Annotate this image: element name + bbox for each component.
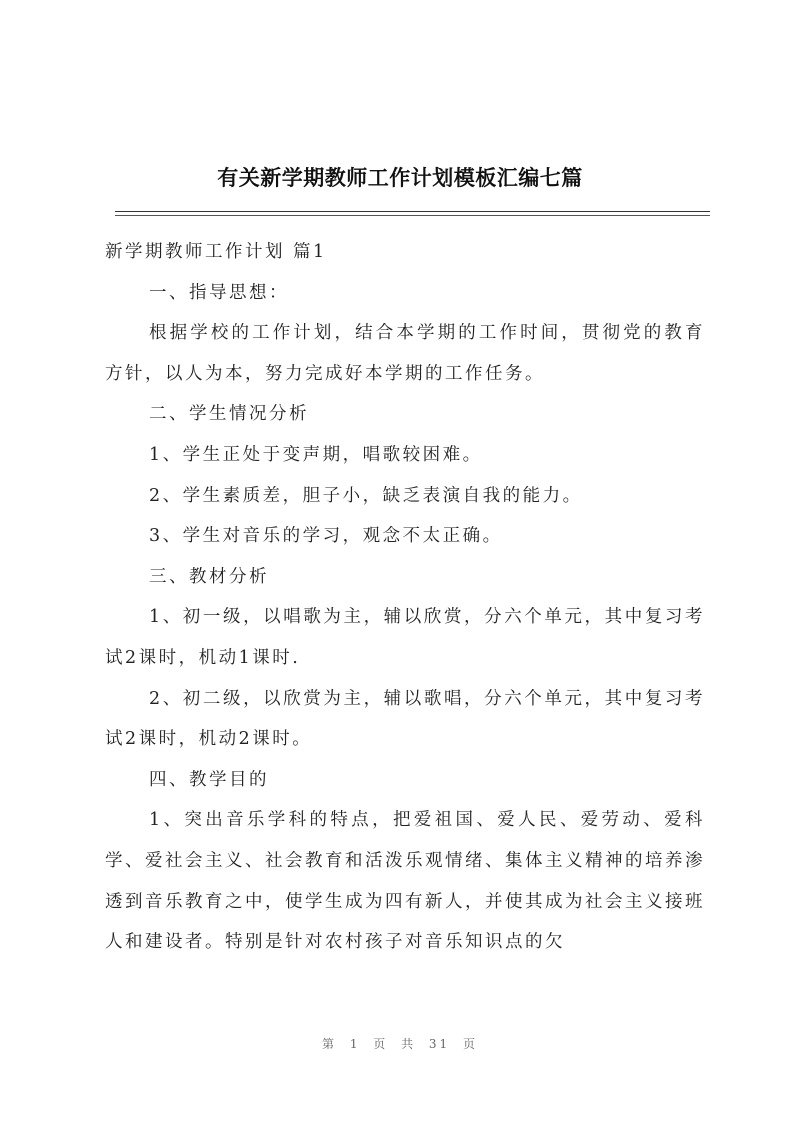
paragraph: 3、学生对音乐的学习，观念不太正确。	[149, 526, 503, 547]
title-divider	[115, 211, 710, 212]
paragraph: 二、学生情况分析	[149, 404, 309, 425]
document-title: 有关新学期教师工作计划模板汇编七篇	[217, 165, 583, 190]
paragraph: 根据学校的工作计划，结合本学期的工作时间，贯彻党的教育方针，以人为本，努力完成好本学期的工作任务。	[105, 323, 705, 384]
section-heading: 新学期教师工作计划 篇1	[105, 242, 327, 262]
paragraph: 一、指导思想：	[149, 282, 289, 303]
page-number-footer: 第 1 页 共 31 页	[322, 1037, 478, 1051]
paragraph: 2、初二级，以欣赏为主，辅以歌唱，分六个单元，其中复习考试2课时，机动2课时。	[105, 688, 705, 750]
title-divider-thin	[115, 215, 710, 216]
document-body	[105, 232, 705, 963]
paragraph: 1、突出音乐学科的特点，把爱祖国、爱人民、爱劳动、爱科学、爱社会主义、社会教育和活泼乐观情绪、集体主义精神的培养渗透到音乐教育之中，使学生成为四有新人，并使其成为社会主义接班人和建设者。特别是针对农村孩子对音乐知识点的欠	[105, 810, 705, 953]
paragraph: 1、初一级，以唱歌为主，辅以欣赏，分六个单元，其中复习考试2课时，机动1课时.	[105, 607, 705, 668]
paragraph: 2、学生素质差，胆子小，缺乏表演自我的能力。	[149, 485, 583, 506]
paragraph: 四、教学目的	[149, 769, 269, 790]
paragraph: 三、教材分析	[149, 566, 269, 587]
paragraph: 1、学生正处于变声期，唱歌较困难。	[149, 444, 483, 465]
